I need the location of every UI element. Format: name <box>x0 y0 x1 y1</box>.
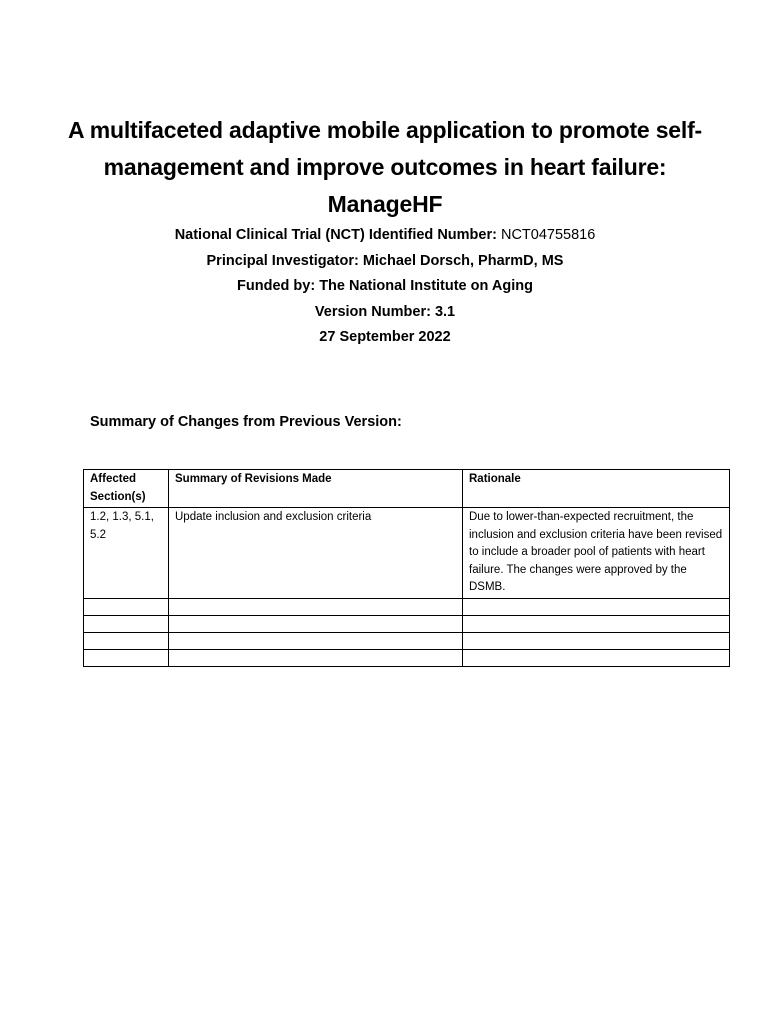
document-date: 27 September 2022 <box>319 329 451 345</box>
empty-cell <box>169 598 463 615</box>
table-row <box>84 508 730 599</box>
empty-cell <box>84 598 169 615</box>
funding-source: Funded by: The National Institute on Aging <box>237 278 533 294</box>
empty-table-row <box>84 615 730 632</box>
empty-cell <box>169 649 463 666</box>
cell-affected-sections: 1.2, 1.3, 5.1, 5.2 <box>84 508 169 599</box>
empty-table-row <box>84 632 730 649</box>
summary-heading: Summary of Changes from Previous Version: <box>90 414 402 430</box>
header-affected-sections: Affected Section(s) <box>84 470 169 508</box>
empty-cell <box>169 615 463 632</box>
document-metadata <box>60 223 710 351</box>
empty-cell <box>463 598 730 615</box>
nct-number: NCT04755816 <box>500 227 596 243</box>
document-title: A multifaceted adaptive mobile application to promote self-management and improve outcomes in heart failure: ManageHF <box>68 117 702 217</box>
header-rationale: Rationale <box>463 470 730 508</box>
empty-cell <box>84 615 169 632</box>
changes-table <box>83 469 730 667</box>
empty-cell <box>84 632 169 649</box>
cell-rationale: Due to lower-than-expected recruitment, the inclusion and exclusion criteria have been revised to include a broader pool of patients with heart failure. The changes were approved by the DSMB. <box>463 508 730 599</box>
empty-table-row <box>84 649 730 666</box>
cell-summary-of-revisions: Update inclusion and exclusion criteria <box>169 508 463 599</box>
table-header-row <box>84 470 730 508</box>
empty-cell <box>84 649 169 666</box>
nct-line <box>60 223 710 249</box>
empty-cell <box>463 649 730 666</box>
empty-cell <box>169 632 463 649</box>
empty-cell <box>463 632 730 649</box>
empty-cell <box>463 615 730 632</box>
nct-label: National Clinical Trial (NCT) Identified Number: <box>174 227 497 243</box>
version-number: Version Number: 3.1 <box>314 303 456 320</box>
header-summary-of-revisions: Summary of Revisions Made <box>169 470 463 508</box>
principal-investigator: Principal Investigator: Michael Dorsch, PharmD, MS <box>206 252 564 269</box>
empty-table-row <box>84 598 730 615</box>
